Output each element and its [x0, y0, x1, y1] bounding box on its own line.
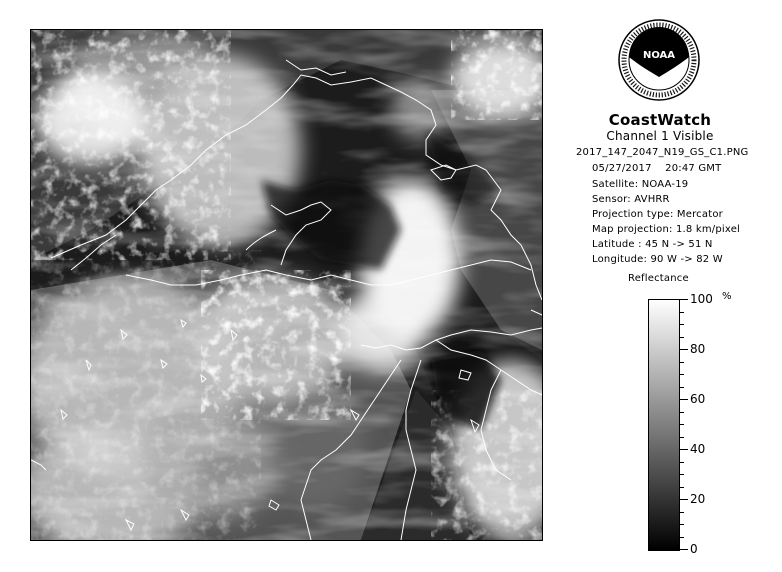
colorbar-tick-80	[680, 349, 688, 350]
map-projection-label: Map projection: 1.8 km/pixel	[592, 224, 741, 235]
colorbar-tick-label-60: 60	[690, 392, 706, 406]
colorbar-minor-tick	[680, 424, 684, 425]
reflectance-colorbar	[648, 299, 680, 551]
noaa-logo	[617, 18, 701, 102]
colorbar-minor-tick	[680, 324, 684, 325]
satellite-label: Satellite: NOAA-19	[592, 179, 689, 190]
colorbar-unit: %	[722, 291, 732, 302]
sensor-label: Sensor: AVHRR	[592, 194, 670, 205]
satellite-map-svg	[31, 30, 542, 540]
colorbar-tick-label-40: 40	[690, 442, 706, 456]
colorbar-minor-tick	[680, 312, 684, 313]
colorbar-minor-tick	[680, 537, 684, 538]
colorbar-minor-tick	[680, 337, 684, 338]
colorbar-tick-label-20: 20	[690, 492, 706, 506]
latitude-range-label: Latitude : 45 N -> 51 N	[592, 239, 713, 250]
colorbar-tick-label-0: 0	[690, 542, 698, 556]
colorbar-tick-label-100: 100	[690, 292, 713, 306]
date-value: 05/27/2017	[592, 163, 652, 174]
filename-label: 2017_147_2047_N19_GS_C1.PNG	[576, 147, 749, 158]
colorbar-minor-tick	[680, 374, 684, 375]
colorbar-minor-tick	[680, 524, 684, 525]
projection-type-label: Projection type: Mercator	[592, 209, 723, 220]
colorbar-minor-tick	[680, 437, 684, 438]
datetime-label	[592, 163, 721, 174]
colorbar-tick-40	[680, 449, 688, 450]
colorbar-tick-0	[680, 549, 688, 550]
colorbar-minor-tick	[680, 474, 684, 475]
product-title: CoastWatch	[608, 111, 712, 129]
colorbar-tick-100	[680, 299, 688, 300]
colorbar-minor-tick	[680, 487, 684, 488]
colorbar-minor-tick	[680, 387, 684, 388]
colorbar-minor-tick	[680, 412, 684, 413]
time-value: 20:47 GMT	[665, 163, 722, 174]
satellite-image	[30, 29, 543, 541]
colorbar-tick-20	[680, 499, 688, 500]
colorbar-tick-label-80: 80	[690, 342, 706, 356]
colorbar-tick-60	[680, 399, 688, 400]
colorbar-minor-tick	[680, 462, 684, 463]
longitude-range-label: Longitude: 90 W -> 82 W	[592, 254, 723, 265]
colorbar-minor-tick	[680, 362, 684, 363]
logo-text: NOAA	[642, 50, 676, 61]
colorbar-title: Reflectance	[628, 273, 689, 284]
channel-subtitle: Channel 1 Visible	[606, 129, 714, 143]
colorbar-minor-tick	[680, 512, 684, 513]
